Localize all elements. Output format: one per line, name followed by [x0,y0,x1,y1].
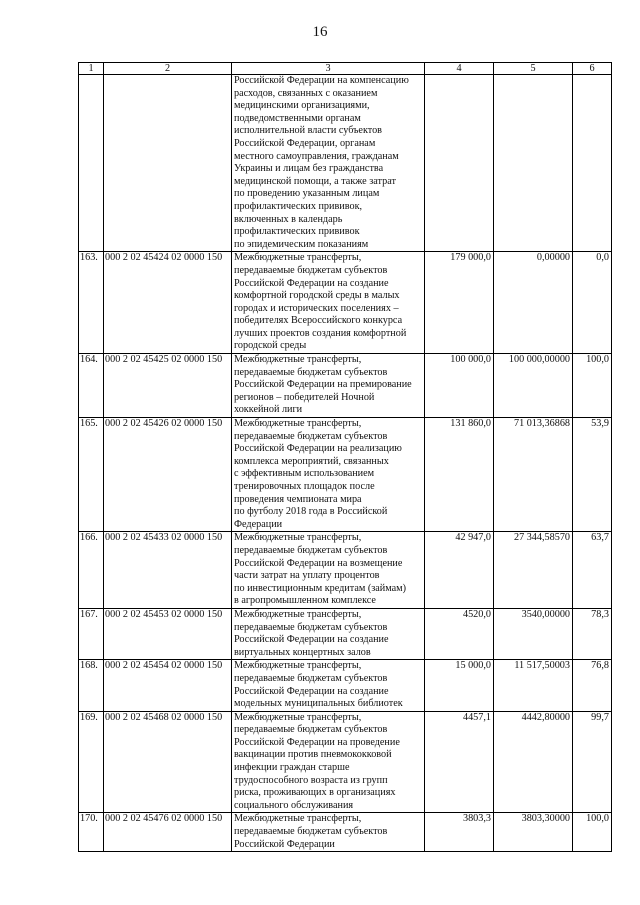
percent-cell: 63,7 [573,532,612,609]
actual-cell: 100 000,00000 [494,354,573,418]
percent-cell: 99,7 [573,711,612,813]
actual-cell: 4442,80000 [494,711,573,813]
table-row [79,660,612,711]
description-cell: Межбюджетные трансферты, передаваемые бюджетам субъектов Российской Федерации на проведение вакцинации против пневмококковой инфекции граждан старше трудоспособного возраста из групп риска, проживающих в организациях социального обслуживания [232,711,425,813]
page-number: 16 [312,24,328,40]
percent-cell: 100,0 [573,354,612,418]
code-cell: 000 2 02 45454 02 0000 150 [104,660,232,711]
code-cell: 000 2 02 45424 02 0000 150 [104,252,232,354]
table-row [79,532,612,609]
description-cell: Межбюджетные трансферты, передаваемые бюджетам субъектов Российской Федерации на возмещение части затрат на уплату процентов по инвестиционным кредитам (займам) в агропромышленном комплексе [232,532,425,609]
code-cell: 000 2 02 45425 02 0000 150 [104,354,232,418]
actual-cell: 71 013,36868 [494,418,573,532]
header-row [79,63,612,75]
percent-cell: 53,9 [573,418,612,532]
header-cell-5: 5 [494,63,573,75]
row-number-cell: 165. [79,418,104,532]
code-cell: 000 2 02 45468 02 0000 150 [104,711,232,813]
continuation-row [79,75,612,252]
percent-cell: 78,3 [573,608,612,659]
planned-cell: 4520,0 [425,608,494,659]
description-cell: Российской Федерации на компенсацию расходов, связанных с оказанием медицинскими организациями, подведомственными органам исполнительной власти субъектов Российской Федерации, органам местного самоуправления, гражданам Украины и лицам без гражданства медицинской помощи, а также затрат по проведению указанным лицам профилактических прививок, включенных в календарь профилактических прививок по эпидемическим показаниям [232,75,425,252]
description-cell: Межбюджетные трансферты, передаваемые бюджетам субъектов Российской Федерации на реализацию комплекса мероприятий, связанных с эффективным использованием тренировочных площадок после проведения чемпионата мира по футболу 2018 года в Российской Федерации [232,418,425,532]
planned-cell: 15 000,0 [425,660,494,711]
planned-cell: 42 947,0 [425,532,494,609]
header-cell-3: 3 [232,63,425,75]
row-number-cell [79,75,104,252]
row-number-cell: 164. [79,354,104,418]
budget-table [78,62,612,852]
row-number-cell: 163. [79,252,104,354]
table-row [79,711,612,813]
percent-cell [573,75,612,252]
planned-cell: 4457,1 [425,711,494,813]
code-cell: 000 2 02 45476 02 0000 150 [104,813,232,852]
actual-cell: 3803,30000 [494,813,573,852]
actual-cell: 27 344,58570 [494,532,573,609]
header-cell-2: 2 [104,63,232,75]
table-row [79,608,612,659]
header-cell-4: 4 [425,63,494,75]
planned-cell: 179 000,0 [425,252,494,354]
row-number-cell: 166. [79,532,104,609]
planned-cell [425,75,494,252]
table-row [79,418,612,532]
header-cell-6: 6 [573,63,612,75]
actual-cell: 0,00000 [494,252,573,354]
code-cell [104,75,232,252]
description-cell: Межбюджетные трансферты, передаваемые бюджетам субъектов Российской Федерации на создание виртуальных концертных залов [232,608,425,659]
planned-cell: 3803,3 [425,813,494,852]
description-cell: Межбюджетные трансферты, передаваемые бюджетам субъектов Российской Федерации на создание модельных муниципальных библиотек [232,660,425,711]
description-cell: Межбюджетные трансферты, передаваемые бюджетам субъектов Российской Федерации [232,813,425,852]
actual-cell [494,75,573,252]
planned-cell: 100 000,0 [425,354,494,418]
actual-cell: 11 517,50003 [494,660,573,711]
row-number-cell: 167. [79,608,104,659]
table-row [79,354,612,418]
code-cell: 000 2 02 45433 02 0000 150 [104,532,232,609]
table-row [79,813,612,852]
planned-cell: 131 860,0 [425,418,494,532]
percent-cell: 0,0 [573,252,612,354]
description-cell: Межбюджетные трансферты, передаваемые бюджетам субъектов Российской Федерации на создание комфортной городской среды в малых городах и исторических поселениях – победителях Всероссийского конкурса лучших проектов создания комфортной городской среды [232,252,425,354]
row-number-cell: 168. [79,660,104,711]
table-row [79,252,612,354]
row-number-cell: 170. [79,813,104,852]
code-cell: 000 2 02 45453 02 0000 150 [104,608,232,659]
description-cell: Межбюджетные трансферты, передаваемые бюджетам субъектов Российской Федерации на премирование регионов – победителей Ночной хоккейной лиги [232,354,425,418]
percent-cell: 76,8 [573,660,612,711]
code-cell: 000 2 02 45426 02 0000 150 [104,418,232,532]
row-number-cell: 169. [79,711,104,813]
actual-cell: 3540,00000 [494,608,573,659]
header-cell-1: 1 [79,63,104,75]
percent-cell: 100,0 [573,813,612,852]
